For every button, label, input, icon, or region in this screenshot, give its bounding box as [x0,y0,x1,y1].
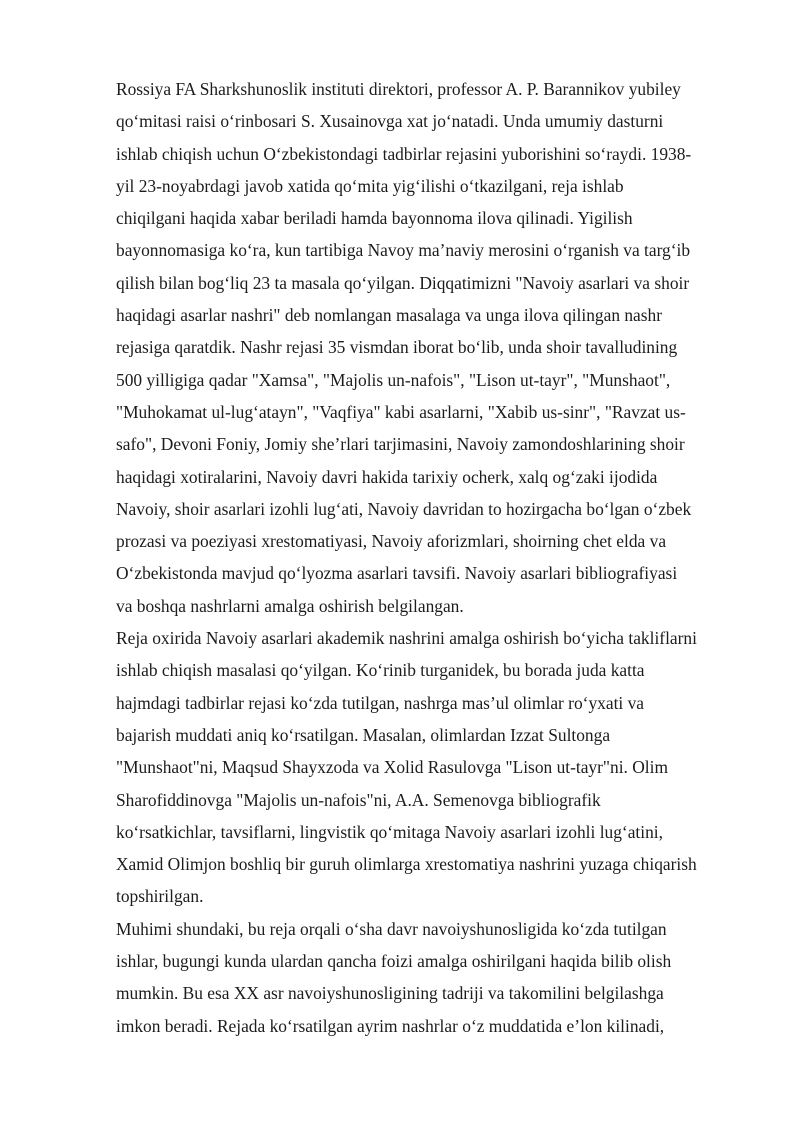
body-text [116,73,749,1042]
text-line: Xamid Olimjon boshliq bir guruh olimlarga xrestomatiya nashrini yuzaga chiqarish [116,854,697,875]
text-line: ko‘rsatkichlar, tavsiflarni, lingvistik qo‘mitaga Navoiy asarlari izohli lug‘atini, [116,821,663,842]
text-line: qo‘mitasi raisi o‘rinbosari S. Xusainovga xat jo‘natadi. Unda umumiy dasturni [116,111,664,132]
text-line: va boshqa nashrlarni amalga oshirish belgilangan. [116,595,464,616]
text-line: yil 23-noyabrdagi javob xatida qo‘mita yig‘ilishi o‘tkazilgani, reja ishlab [116,175,624,196]
text-line: hajmdagi tadbirlar rejasi ko‘zda tutilgan, nashrga mas’ul olimlar ro‘yxati va [116,692,644,713]
text-line: bajarish muddati aniq ko‘rsatilgan. Masalan, olimlardan Izzat Sultonga [116,724,611,745]
text-line: Sharofiddinovga "Majolis un-nafois"ni, A.A. Semenovga bibliografik [116,789,601,810]
text-line: Muhimi shundaki, bu reja orqali o‘sha davr navoiyshunosligida ko‘zda tutilgan [116,918,667,939]
text-line: haqidagi asarlar nashri" deb nomlangan masalaga va unga ilova qilingan nashr [116,305,663,326]
text-line: haqidagi xotiralarini, Navoiy davri hakida tarixiy ocherk, xalq og‘zaki ijodida [116,466,658,487]
text-line: safo", Devoni Foniy, Jomiy she’rlari tarjimasini, Navoiy zamondoshlarining shoir [116,434,685,455]
text-line: 500 yilligiga qadar "Xamsa", "Majolis un-nafois", "Lison ut-tayr", "Munshaot", [116,369,671,390]
text-line: prozasi va poeziyasi xrestomatiyasi, Navoiy aforizmlari, shoirning chet elda va [116,531,667,552]
text-line: topshirilgan. [116,886,204,907]
text-line: ishlab chiqish uchun O‘zbekistondagi tadbirlar rejasini yuborishini so‘raydi. 1938- [116,143,692,164]
text-line: ishlab chiqish masalasi qo‘yilgan. Ko‘rinib turganidek, bu borada juda katta [116,660,645,681]
text-line: O‘zbekistonda mavjud qo‘lyozma asarlari tavsifi. Navoiy asarlari bibliografiyasi [116,563,678,584]
text-line: bayonnomasiga ko‘ra, kun tartibiga Navoy ma’naviy merosini o‘rganish va targ‘ib [116,240,691,261]
text-line: qilish bilan bog‘liq 23 ta masala qo‘yilgan. Diqqatimizni "Navoiy asarlari va shoir [116,272,690,293]
text-line: imkon beradi. Rejada ko‘rsatilgan ayrim nashrlar o‘z muddatida e’lon kilinadi, [116,1015,665,1036]
text-line: Navoiy, shoir asarlari izohli lug‘ati, Navoiy davridan to hozirgacha bo‘lgan o‘zbek [116,498,692,519]
text-line: chiqilgani haqida xabar beriladi hamda bayonnoma ilova qilinadi. Yigilish [116,208,633,229]
text-line: "Munshaot"ni, Maqsud Shayxzoda va Xolid Rasulovga "Lison ut-tayr"ni. Olim [116,757,668,778]
text-line: Rossiya FA Sharkshunoslik instituti direktori, professor A. P. Barannikov yubiley [116,79,681,99]
text-line: Reja oxirida Navoiy asarlari akademik nashrini amalga oshirish bo‘yicha takliflarni [116,628,697,649]
text-line: rejasiga qaratdik. Nashr rejasi 35 vismdan iborat bo‘lib, unda shoir tavalludining [116,337,678,358]
text-line: ishlar, bugungi kunda ulardan qancha foizi amalga oshirilgani haqida bilib olish [116,951,672,972]
text-line: mumkin. Bu esa XX asr navoiyshunosligining tadriji va takomilini belgilashga [116,983,664,1004]
text-line: "Muhokamat ul-lug‘atayn", "Vaqfiya" kabi asarlarni, "Xabib us-sinr", "Ravzat us- [116,401,686,422]
